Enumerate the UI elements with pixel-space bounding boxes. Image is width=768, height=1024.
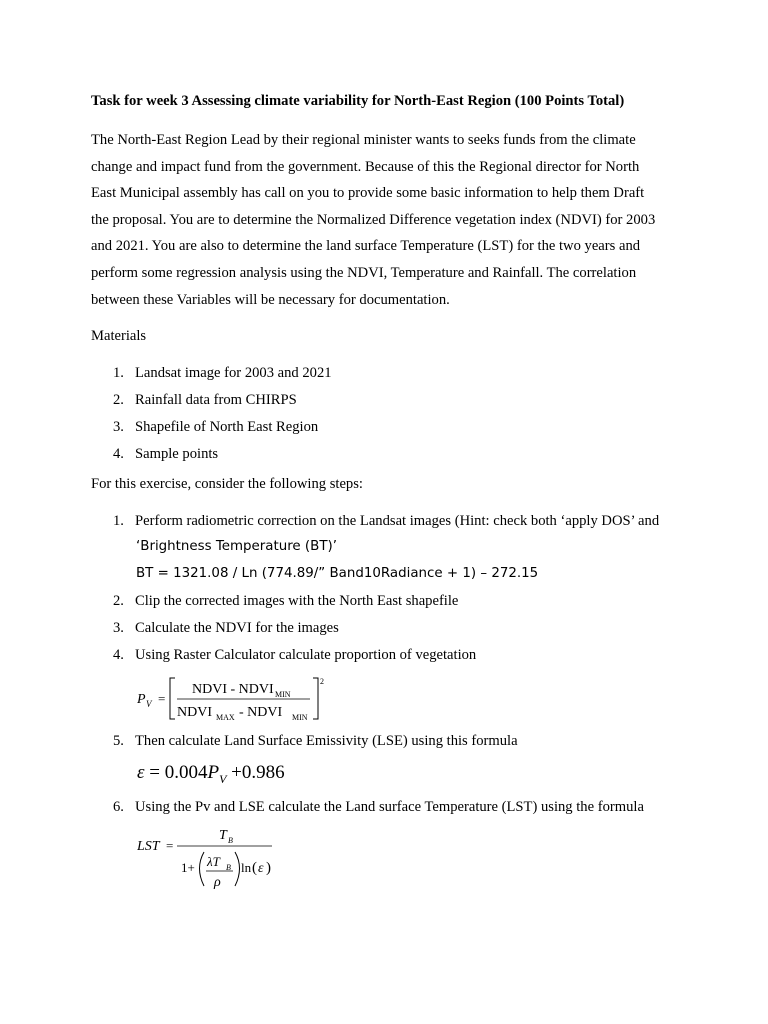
formula-numerator-subscript: B (228, 836, 233, 845)
formula-lambda-subscript: B (226, 863, 231, 872)
list-number: 1. (113, 513, 124, 529)
list-item-text: Shapefile of North East Region (135, 419, 319, 435)
intro-line: The North-East Region Lead by their regional minister wants to seeks funds from the climate (91, 132, 636, 148)
list-number: 6. (113, 799, 124, 815)
intro-line: perform some regression analysis using the NDVI, Temperature and Rainfall. The correlation (91, 264, 637, 281)
formula-denominator: NDVI (177, 705, 212, 720)
formula-numerator: NDVI - NDVI (192, 682, 274, 697)
formula-constant: +0.986 (226, 762, 285, 783)
formula-lambda-t: λT (207, 854, 220, 869)
list-number: 5. (113, 733, 124, 749)
formula-lhs-subscript: V (146, 699, 152, 709)
left-parenthesis (200, 852, 205, 886)
formula-equals: = (158, 691, 166, 706)
list-item-text: Landsat image for 2003 and 2021 (135, 365, 332, 381)
lst-formula (137, 824, 297, 894)
formula-epsilon: ε (258, 861, 264, 876)
materials-list-item (113, 446, 218, 463)
formula-lhs: P (137, 692, 146, 707)
step-item (113, 513, 659, 530)
list-number: 3. (113, 620, 124, 636)
intro-line: the proposal. You are to determine the Normalized Difference vegetation index (NDVI) for 2003 (91, 211, 656, 228)
step-text: Using the Pv and LSE calculate the Land surface Temperature (LST) using the formula (135, 799, 644, 815)
formula-equals: = (166, 838, 174, 853)
intro-line: between these Variables will be necessary for documentation. (91, 291, 450, 308)
formula-close-paren: ) (266, 860, 271, 876)
intro-line: East Municipal assembly has call on you to provide some basic information to help them Draft (91, 185, 645, 202)
formula-open-paren: ( (252, 860, 257, 876)
formula-denominator-subscript-2: MIN (292, 713, 308, 722)
materials-heading: Materials (91, 328, 147, 344)
step-text: Then calculate Land Surface Emissivity (LSE) using this formula (135, 733, 518, 749)
formula-numerator: T (219, 828, 227, 843)
list-item-text: Sample points (135, 446, 219, 462)
step-1-continuation: ‘Brightness Temperature (BT)’ (136, 539, 337, 554)
right-parenthesis (235, 852, 240, 886)
materials-list-item (113, 365, 332, 382)
list-number: 2. (113, 593, 124, 609)
materials-list-item (113, 392, 297, 409)
list-number: 4. (113, 647, 124, 663)
step-text: Clip the corrected images with the North East shapefile (135, 593, 459, 609)
step-text: Perform radiometric correction on the Landsat images (Hint: check both ‘apply DOS’ and (135, 513, 660, 529)
step-item (113, 647, 476, 664)
formula-lhs: LST (137, 839, 160, 854)
list-number: 2. (113, 392, 124, 408)
step-item (113, 620, 339, 637)
step-text: Using Raster Calculator calculate proportion of vegetation (135, 647, 477, 663)
formula-exponent: 2 (320, 677, 324, 686)
intro-line: and 2021. You are also to determine the land surface Temperature (LST) for the two years and (91, 238, 641, 255)
left-bracket (170, 678, 175, 719)
step-item (113, 733, 518, 750)
epsilon-symbol: ε (137, 762, 145, 783)
formula-p-subscript: V (219, 771, 227, 786)
formula-ln: ln (241, 860, 252, 875)
brightness-temperature-formula: BT = 1321.08 / Ln (774.89/” Band10Radiance + 1) – 272.15 (136, 566, 539, 581)
formula-numerator-subscript: MIN (275, 690, 291, 699)
steps-intro: For this exercise, consider the following steps: (91, 476, 363, 492)
step-item (113, 593, 458, 610)
list-number: 1. (113, 365, 124, 381)
intro-paragraph (91, 127, 691, 313)
intro-line: change and impact fund from the government. Because of this the Regional director for North (91, 158, 640, 175)
list-number: 4. (113, 446, 124, 462)
formula-denominator-subscript: MAX (216, 713, 235, 722)
right-bracket (313, 678, 318, 719)
materials-list-item (113, 419, 318, 436)
formula-one-plus: 1+ (181, 860, 195, 875)
list-number: 3. (113, 419, 124, 435)
step-item (113, 799, 644, 816)
formula-coefficient: = 0.004 (144, 762, 208, 783)
document-title: Task for week 3 Assessing climate variability for North-East Region (100 Points Total) (91, 93, 625, 109)
list-item-text: Rainfall data from CHIRPS (135, 392, 297, 408)
formula-p: P (207, 762, 220, 783)
formula-denominator-part: - NDVI (239, 705, 283, 720)
step-text: Calculate the NDVI for the images (135, 620, 339, 636)
formula-rho: ρ (214, 875, 221, 890)
proportion-vegetation-formula (137, 672, 337, 724)
emissivity-formula (137, 762, 285, 787)
